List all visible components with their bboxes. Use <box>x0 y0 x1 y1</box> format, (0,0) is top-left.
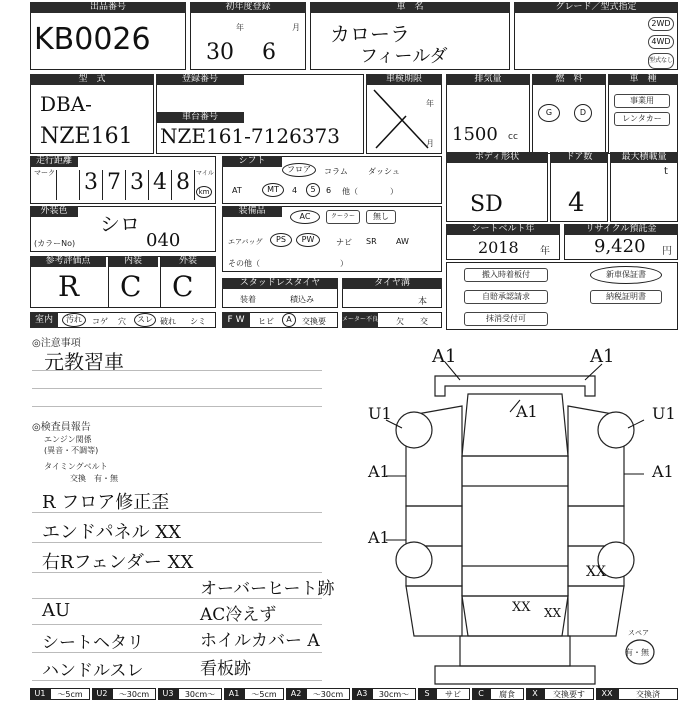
shift-header: シフト <box>222 156 282 167</box>
score-header: 参考評価点 <box>30 256 106 267</box>
notes-text: 元教習車 <box>44 350 124 374</box>
exterior-header: 外装 <box>160 256 216 267</box>
interior-dirt[interactable]: 汚れ <box>62 313 86 327</box>
tire-depth-header: タイヤ溝 <box>342 278 442 289</box>
meter-missing[interactable]: 欠 <box>396 317 404 326</box>
legend-value: 30cm～ <box>372 688 416 700</box>
legend-key: U2 <box>92 688 112 700</box>
interior-tear[interactable]: 破れ <box>160 317 176 326</box>
equip-ac-option[interactable]: AC <box>290 210 320 224</box>
damage-mark: A1 <box>368 462 390 481</box>
notes-ruled-line <box>32 406 322 407</box>
legend-key: A2 <box>286 688 306 700</box>
mileage-digit: 4 <box>148 170 171 200</box>
car-name-header: 車 名 <box>310 2 510 13</box>
chassis-number-header: 車台番号 <box>156 112 244 123</box>
notes-ruled-line <box>32 388 322 389</box>
doc-deregistration-button[interactable]: 抹消受付可 <box>464 312 548 326</box>
color-value: シロ <box>100 212 140 236</box>
doors-header: ドア数 <box>550 152 608 163</box>
color-code: 040 <box>146 230 181 251</box>
fw-crack[interactable]: ヒビ <box>258 317 274 326</box>
spare-label: スペア <box>628 629 649 637</box>
fw-header: F W <box>222 312 250 328</box>
spare-value: 有・無 <box>625 648 649 657</box>
report-ruled-line <box>32 542 322 543</box>
recycle-header: リサイクル預託金 <box>564 224 678 235</box>
mileage-digit: 3 <box>125 170 148 200</box>
equip-navi-option[interactable]: ナビ <box>336 238 352 247</box>
first-reg-year-unit: 年 <box>236 23 244 32</box>
legend-key: C <box>472 688 490 700</box>
damage-mark: U1 <box>652 404 676 423</box>
report-line: R フロア修正歪 <box>42 492 170 513</box>
inspector-label: ◎検査員報告 <box>32 422 91 433</box>
model-code: NZE161 <box>40 124 133 149</box>
recycle-unit: 円 <box>662 246 672 257</box>
report-line-right: 看板跡 <box>200 659 251 679</box>
first-reg-month: 6 <box>262 40 276 65</box>
inspection-year-unit: 年 <box>426 99 434 108</box>
studless-mounted[interactable]: 装着 <box>240 295 256 304</box>
equip-cooler-option[interactable]: クーラー <box>326 210 360 224</box>
interior-condition-header: 室内 <box>30 312 58 328</box>
equip-other: その他（ ） <box>228 259 348 268</box>
mileage-header: 走行距離 <box>30 156 78 167</box>
seatbelt-header: シートベルト年 <box>446 224 560 235</box>
damage-mark: XX <box>544 606 562 620</box>
model-type-option[interactable]: 型式なし <box>648 53 674 69</box>
legend-value: ～5cm <box>50 688 90 700</box>
legend-key: X <box>526 688 544 700</box>
mileage-unit-mile: マイル <box>196 170 214 177</box>
car-type-header: 車 種 <box>608 74 678 85</box>
interior-hole[interactable]: 穴 <box>118 317 126 326</box>
interior-burn[interactable]: コゲ <box>92 317 108 326</box>
equip-sr-option[interactable]: SR <box>366 237 377 246</box>
damage-mark: A1 <box>516 402 538 421</box>
tire-depth-unit: 本 <box>418 297 428 307</box>
legend-value: サビ <box>436 688 470 700</box>
report-line-right: オーバーヒート跡 <box>200 579 335 599</box>
shift-at-option[interactable]: AT <box>232 186 242 195</box>
car-type-business[interactable]: 事業用 <box>614 94 670 108</box>
equip-pw-option[interactable]: PW <box>296 233 320 247</box>
legend-value: 交換済 <box>618 688 678 700</box>
seatbelt-unit: 年 <box>540 246 550 257</box>
equip-airbag-option[interactable]: エアバッグ <box>228 238 263 246</box>
mileage-mark-label: マーク <box>34 169 55 177</box>
rating-score: R <box>58 270 80 303</box>
shift-other-option[interactable]: 他（ ） <box>342 187 398 196</box>
inspector-engine-label: エンジン関係 <box>44 435 92 444</box>
report-line: AU <box>42 600 71 621</box>
doc-insurance-button[interactable]: 自賠承認請求 <box>464 290 548 304</box>
interior-header: 内装 <box>108 256 158 267</box>
inspection-header: 車検期限 <box>366 74 442 85</box>
report-ruled-line <box>32 512 322 513</box>
shift-mt-option[interactable]: MT <box>262 183 284 197</box>
inspector-engine-sub: (異音・不調等) <box>44 446 99 455</box>
report-ruled-line <box>32 598 322 599</box>
interior-stain[interactable]: シミ <box>190 317 206 326</box>
model-value: DBA- <box>40 92 92 116</box>
legend-key: A1 <box>224 688 244 700</box>
shift-column-option[interactable]: コラム <box>324 167 348 176</box>
meter-replaced[interactable]: 交 <box>420 317 428 326</box>
equip-aw-option[interactable]: AW <box>396 237 409 246</box>
engine-value: 1500 <box>452 124 498 145</box>
equip-ps-option[interactable]: PS <box>270 233 292 247</box>
notes-label: ◎注意事項 <box>32 338 81 349</box>
shift-dash-option[interactable]: ダッシュ <box>368 167 400 176</box>
inspection-strike <box>366 86 442 154</box>
report-line: 右Rフェンダー XX <box>42 552 194 573</box>
interior-scuff[interactable]: スレ <box>134 313 156 327</box>
damage-mark: A1 <box>368 528 390 547</box>
damage-mark: A1 <box>590 346 615 367</box>
damage-mark: A1 <box>652 462 674 481</box>
first-registration-header: 初年度登録 <box>190 2 306 13</box>
fw-a[interactable]: A <box>282 313 296 327</box>
car-name-line2: フィールダ <box>360 46 448 67</box>
report-ruled-line <box>32 624 322 625</box>
grade-header: グレード／型式指定 <box>514 2 678 13</box>
car-name-line1: カローラ <box>330 22 410 46</box>
drive-4wd-option[interactable]: 4WD <box>648 35 674 49</box>
car-type-rental[interactable]: レンタカー <box>614 112 670 126</box>
color-header: 外装色 <box>30 206 78 217</box>
report-ruled-line <box>32 652 322 653</box>
engine-header: 排気量 <box>446 74 530 85</box>
report-line-right: ホイルカバー A <box>200 631 320 651</box>
engine-unit: cc <box>508 132 518 142</box>
registration-header: 登録番号 <box>156 74 244 85</box>
mileage-unit-km: km <box>196 186 212 198</box>
model-header: 型 式 <box>30 74 154 85</box>
lot-number: KB0026 <box>34 22 151 57</box>
damage-mark: XX <box>586 564 606 580</box>
inspector-timing-opts: 交換 有・無 <box>70 474 118 483</box>
damage-mark: U1 <box>368 404 392 423</box>
equip-none-option[interactable]: 無し <box>366 210 396 224</box>
legend-key: S <box>418 688 436 700</box>
legend-value: ～5cm <box>244 688 284 700</box>
drive-2wd-option[interactable]: 2WD <box>648 17 674 31</box>
legend-key: U1 <box>30 688 50 700</box>
report-line: シートヘタリ <box>42 633 144 653</box>
capacity-header: 最大積載量 <box>610 152 678 163</box>
rating-divider <box>160 256 161 308</box>
legend-value: ～30cm <box>112 688 156 700</box>
legend-key: U3 <box>158 688 178 700</box>
legend-value: ～30cm <box>306 688 350 700</box>
inspector-timing-label: タイミングベルト <box>44 462 108 471</box>
first-reg-year: 30 <box>206 40 234 65</box>
body-value: SD <box>470 192 503 217</box>
color-code-label: (カラーNo) <box>34 239 76 248</box>
legend-key: A3 <box>352 688 372 700</box>
lot-number-header: 出品番号 <box>30 2 186 13</box>
meter-header: メーター不良 <box>342 312 378 328</box>
fuel-d-option[interactable]: D <box>574 104 592 122</box>
doc-plate-button[interactable]: 搬入時着板付 <box>464 268 548 282</box>
first-reg-month-unit: 月 <box>292 23 300 32</box>
mileage-digit: 8 <box>171 170 195 200</box>
legend-key: XX <box>596 688 618 700</box>
studless-loaded[interactable]: 積込み <box>290 295 314 304</box>
report-line-right: AC冷えず <box>200 605 277 625</box>
report-line: ハンドルスレ <box>42 661 144 681</box>
shift-5-option[interactable]: 5 <box>306 183 320 197</box>
shift-4-option[interactable]: 4 <box>292 186 298 195</box>
shift-6-option[interactable]: 6 <box>326 186 332 195</box>
report-line: エンドパネル XX <box>42 522 181 543</box>
rating-exterior: C <box>172 270 194 303</box>
damage-mark: A1 <box>432 346 457 367</box>
doc-warranty-button[interactable]: 新車保証書 <box>590 266 662 284</box>
damage-mark: XX <box>512 600 531 615</box>
damage-legend <box>30 688 678 700</box>
studless-header: スタッドレスタイヤ <box>222 278 338 289</box>
doors-value: 4 <box>568 188 585 218</box>
chassis-number: NZE161-7126373 <box>160 124 340 148</box>
legend-value: 交換要す <box>544 688 594 700</box>
rating-interior: C <box>120 270 142 303</box>
mileage-digit: 7 <box>102 170 125 200</box>
doc-tax-button[interactable]: 納税証明書 <box>590 290 662 304</box>
legend-value: 腐食 <box>490 688 524 700</box>
legend-value: 30cm～ <box>178 688 222 700</box>
inspection-month-unit: 月 <box>426 139 434 148</box>
report-ruled-line <box>32 572 322 573</box>
fuel-g-option[interactable]: G <box>538 104 560 122</box>
mileage-digit: 3 <box>79 170 102 200</box>
mileage-digit <box>56 170 79 200</box>
seatbelt-value: 2018 <box>478 238 519 257</box>
capacity-unit: t <box>664 166 668 177</box>
report-ruled-line <box>32 680 322 681</box>
body-header: ボディ形状 <box>446 152 548 163</box>
fuel-header: 燃 料 <box>532 74 606 85</box>
mileage-digits <box>56 170 195 200</box>
rating-divider <box>108 256 109 308</box>
recycle-value: 9,420 <box>594 236 646 257</box>
notes-ruled-line <box>32 370 322 371</box>
equipment-header: 装備品 <box>222 206 282 217</box>
fw-replace[interactable]: 交換要 <box>302 317 326 326</box>
shift-floor-option[interactable]: フロア <box>282 163 316 177</box>
